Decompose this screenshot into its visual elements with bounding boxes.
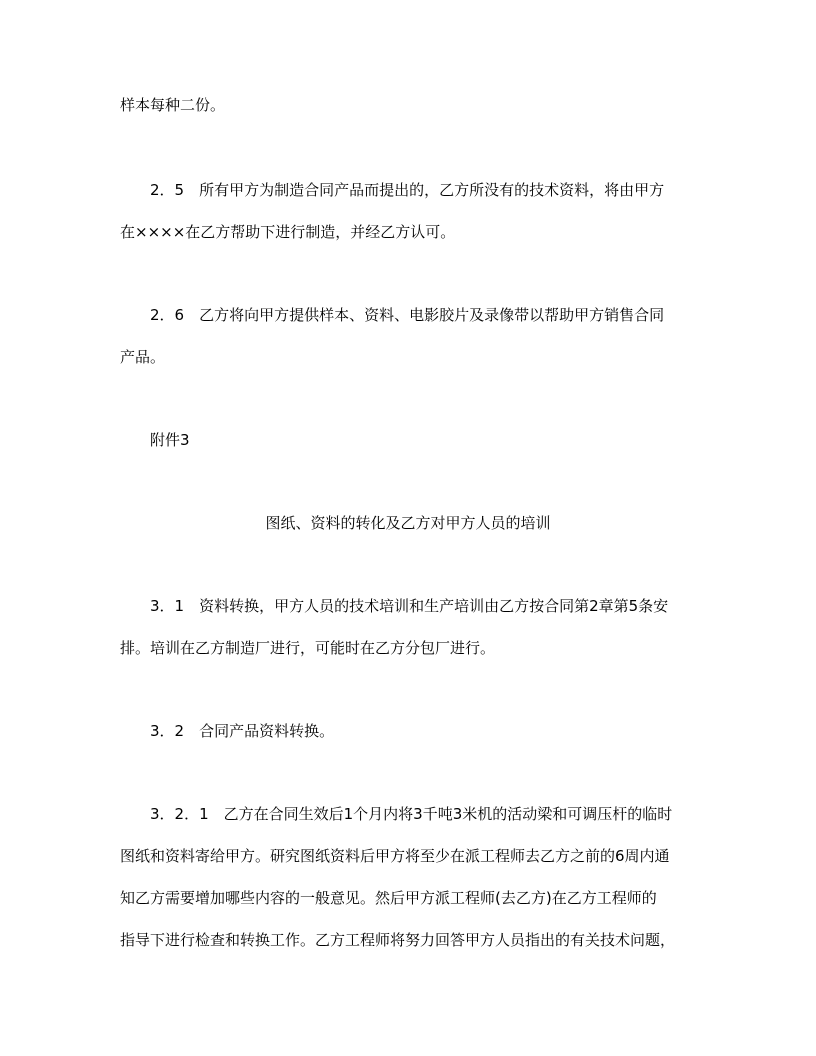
clause-3-2-1-line-4: 指导下进行检查和转换工作。乙方工程师将努力回答甲方人员指出的有关技术问题，	[120, 931, 676, 949]
section-heading: 图纸、资料的转化及乙方对甲方人员的培训	[265, 514, 551, 532]
clause-2-6-line-2: 产品。	[120, 348, 166, 366]
clause-3-2-1-line-1: 3．2．1 乙方在合同生效后1个月内将3千吨3米机的活动梁和可调压杆的临时	[150, 805, 673, 823]
clause-3-2: 3．2 合同产品资料转换。	[150, 722, 335, 740]
clause-2-6-line-1: 2．6 乙方将向甲方提供样本、资料、电影胶片及录像带以帮助甲方销售合同	[150, 306, 665, 324]
appendix-label: 附件3	[150, 431, 190, 449]
clause-2-5-line-2: 在××××在乙方帮助下进行制造，并经乙方认可。	[120, 223, 456, 241]
clause-3-2-1-line-3: 知乙方需要增加哪些内容的一般意见。然后甲方派工程师(去乙方)在乙方工程师的	[120, 889, 657, 907]
clause-3-1-line-1: 3．1 资料转换，甲方人员的技术培训和生产培训由乙方按合同第2章第5条安	[150, 597, 669, 615]
clause-2-5-line-1: 2．5 所有甲方为制造合同产品而提出的，乙方所没有的技术资料，将由甲方	[150, 181, 665, 199]
text-line: 样本每种二份。	[120, 96, 226, 114]
clause-3-2-1-line-2: 图纸和资料寄给甲方。研究图纸资料后甲方将至少在派工程师去乙方之前的6周内通	[120, 847, 670, 865]
clause-3-1-line-2: 排。培训在乙方制造厂进行，可能时在乙方分包厂进行。	[120, 639, 496, 657]
